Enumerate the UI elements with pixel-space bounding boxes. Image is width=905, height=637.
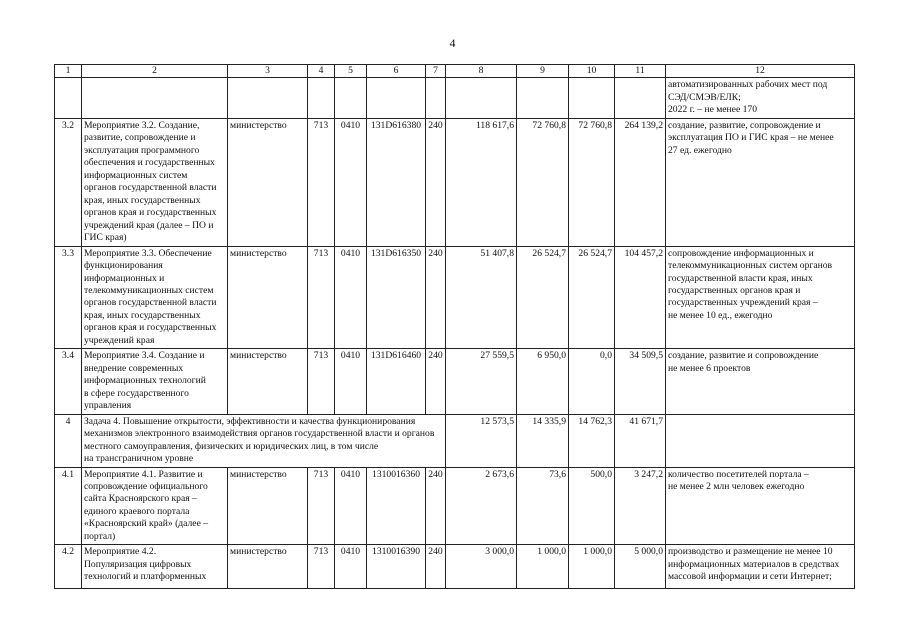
column-header-1: 1 <box>55 65 82 78</box>
column-header-12: 12 <box>666 65 855 78</box>
cell-col-5: 0410 <box>335 246 367 349</box>
cell-col-7: 240 <box>426 349 446 414</box>
table-row <box>55 78 855 118</box>
table-row <box>55 118 855 246</box>
cell-col-9: 26 524,7 <box>517 246 569 349</box>
cell-col-2: Мероприятие 4.2. Популяризация цифровых технологий и платформенных <box>82 545 228 589</box>
cell-col-10: 500,0 <box>569 467 615 545</box>
cell-col-12: производство и размещение не менее 10 информационных материалов в средствах массовой информации и сети Интернет; <box>666 545 855 589</box>
cell-col-9 <box>517 78 569 118</box>
cell-col-2 <box>82 78 228 118</box>
cell-col-4 <box>308 78 335 118</box>
cell-col-12: автоматизированных рабочих мест под СЭД/СМЭВ/ЕЛК; 2022 г. – не менее 170 <box>666 78 855 118</box>
table-row <box>55 467 855 545</box>
cell-col-12: сопровождение информационных и телекоммуникационных систем органов государственной власти края, иных государственных органов края и государственных учреждений края – не менее 10 ед., ежегодно <box>666 246 855 349</box>
cell-col-6: 131D616350 <box>367 246 426 349</box>
table-row <box>55 349 855 414</box>
cell-col-4: 713 <box>308 545 335 589</box>
cell-col-8: 2 673,6 <box>446 467 517 545</box>
cell-col-6: 1310016390 <box>367 545 426 589</box>
cell-col-10: 14 762,3 <box>569 414 615 467</box>
cell-col-8 <box>446 78 517 118</box>
cell-col-1 <box>55 78 82 118</box>
cell-col-10: 72 760,8 <box>569 118 615 246</box>
cell-col-11: 3 247,2 <box>615 467 666 545</box>
column-header-8: 8 <box>446 65 517 78</box>
cell-col-10: 1 000,0 <box>569 545 615 589</box>
column-header-6: 6 <box>367 65 426 78</box>
column-header-9: 9 <box>517 65 569 78</box>
cell-col-9: 6 950,0 <box>517 349 569 414</box>
cell-col-10: 0,0 <box>569 349 615 414</box>
cell-col-1: 4 <box>55 414 82 467</box>
cell-col-2: Мероприятие 3.3. Обеспечение функционирования информационных и телекоммуникационных систем органов государственной власти края, иных государственных органов края и государственных учреждений края <box>82 246 228 349</box>
cell-col-8: 12 573,5 <box>446 414 517 467</box>
cell-col-8: 118 617,6 <box>446 118 517 246</box>
program-table <box>54 64 855 589</box>
cell-col-11 <box>615 78 666 118</box>
column-header-3: 3 <box>228 65 308 78</box>
cell-col-7: 240 <box>426 246 446 349</box>
cell-col-1: 4.2 <box>55 545 82 589</box>
cell-col-6: 131D616380 <box>367 118 426 246</box>
cell-col-2: Мероприятие 4.1. Развитие и сопровождение официального сайта Красноярского края – единого краевого портала «Красноярский край» (далее – портал) <box>82 467 228 545</box>
cell-col-12 <box>666 414 855 467</box>
cell-col-1: 3.2 <box>55 118 82 246</box>
cell-col-10: 26 524,7 <box>569 246 615 349</box>
cell-col-3: министерство <box>228 246 308 349</box>
cell-col-7: 240 <box>426 467 446 545</box>
cell-col-5: 0410 <box>335 349 367 414</box>
cell-col-2: Мероприятие 3.4. Создание и внедрение современных информационных технологий в сфере государственного управления <box>82 349 228 414</box>
cell-col-8: 27 559,5 <box>446 349 517 414</box>
header-row <box>55 65 855 78</box>
cell-col-11: 34 509,5 <box>615 349 666 414</box>
cell-col-6: 1310016360 <box>367 467 426 545</box>
cell-col-11: 264 139,2 <box>615 118 666 246</box>
column-header-5: 5 <box>335 65 367 78</box>
cell-col-9: 14 335,9 <box>517 414 569 467</box>
cell-col-3: министерство <box>228 545 308 589</box>
cell-col-6: 131D616460 <box>367 349 426 414</box>
cell-col-12: создание, развитие и сопровождение не менее 6 проектов <box>666 349 855 414</box>
table-row <box>55 545 855 589</box>
cell-col-7 <box>426 78 446 118</box>
column-header-11: 11 <box>615 65 666 78</box>
cell-col-9: 73,6 <box>517 467 569 545</box>
column-header-2: 2 <box>82 65 228 78</box>
cell-col-6 <box>367 78 426 118</box>
cell-col-3: министерство <box>228 118 308 246</box>
cell-col-1: 3.3 <box>55 246 82 349</box>
cell-col-4: 713 <box>308 246 335 349</box>
table-row <box>55 246 855 349</box>
cell-col-4: 713 <box>308 349 335 414</box>
cell-col-1: 3.4 <box>55 349 82 414</box>
table-row <box>55 414 855 467</box>
cell-col-3: министерство <box>228 349 308 414</box>
page-number: 4 <box>449 36 456 50</box>
cell-col-10 <box>569 78 615 118</box>
cell-col-5: 0410 <box>335 467 367 545</box>
column-header-10: 10 <box>569 65 615 78</box>
cell-col-8: 51 407,8 <box>446 246 517 349</box>
column-header-7: 7 <box>426 65 446 78</box>
cell-col-9: 72 760,8 <box>517 118 569 246</box>
cell-col-12: создание, развитие, сопровождение и эксплуатация ПО и ГИС края – не менее 27 ед. ежегодно <box>666 118 855 246</box>
cell-col-4: 713 <box>308 467 335 545</box>
cell-col-12: количество посетителей портала – не менее 2 млн человек ежегодно <box>666 467 855 545</box>
cell-col-11: 104 457,2 <box>615 246 666 349</box>
cell-col-9: 1 000,0 <box>517 545 569 589</box>
cell-col-5 <box>335 78 367 118</box>
cell-col-8: 3 000,0 <box>446 545 517 589</box>
column-header-4: 4 <box>308 65 335 78</box>
cell-col-5: 0410 <box>335 545 367 589</box>
cell-col-5: 0410 <box>335 118 367 246</box>
cell-col-11: 41 671,7 <box>615 414 666 467</box>
cell-col-2: Задача 4. Повышение открытости, эффективности и качества функционирования механизмов электронного взаимодействия органов государственной власти и органов местного самоуправления, физических и юридических лиц, в том числе на трансграничном уровне <box>82 414 446 467</box>
cell-col-7: 240 <box>426 118 446 246</box>
cell-col-11: 5 000,0 <box>615 545 666 589</box>
cell-col-4: 713 <box>308 118 335 246</box>
cell-col-3: министерство <box>228 467 308 545</box>
cell-col-3 <box>228 78 308 118</box>
cell-col-1: 4.1 <box>55 467 82 545</box>
cell-col-2: Мероприятие 3.2. Создание, развитие, сопровождение и эксплуатация программного обеспечения и государственных информационных систем органов государственной власти края, иных государственных органов края и государственных учреждений края (далее – ПО и ГИС края) <box>82 118 228 246</box>
cell-col-7: 240 <box>426 545 446 589</box>
